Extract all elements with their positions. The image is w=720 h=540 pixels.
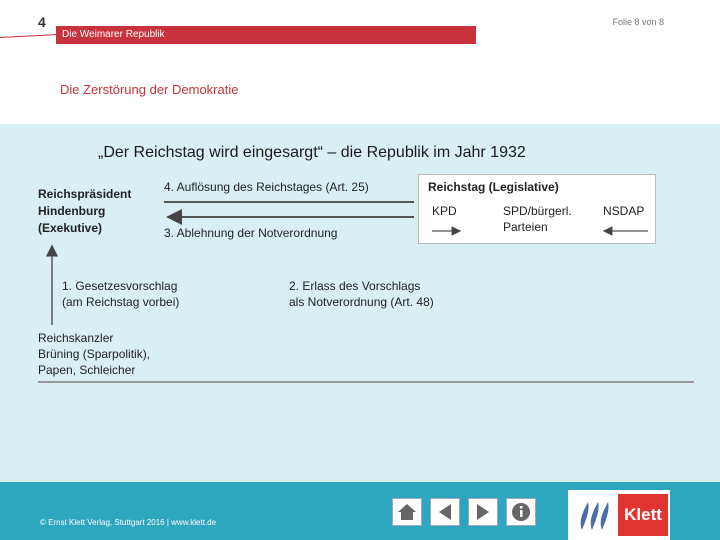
chancellor-title: Reichskanzler [38,331,114,345]
step1-line1: 1. Gesetzesvorschlag [62,279,178,293]
party-spd-line1: SPD/bürgerl. [503,204,572,218]
arrow-bottom-label: 3. Ablehnung der Notverordnung [164,226,338,240]
step1-line2: (am Reichstag vorbei) [62,295,180,309]
president-title: Reichspräsident [38,187,132,201]
header-rule [0,34,58,38]
chapter-number: 4 [38,14,46,30]
forward-icon [473,502,493,522]
chancellor-line2: Papen, Schleicher [38,363,136,377]
arrow-top-label: 4. Auflösung des Reichstages (Art. 25) [164,180,369,194]
president-role: (Exekutive) [38,221,103,235]
section-title: Die Weimarer Republik [62,29,165,40]
diagram-area [0,124,720,482]
home-button[interactable] [392,498,422,526]
step2-line1: 2. Erlass des Vorschlags [289,279,421,293]
klett-wordmark: Klett [618,494,668,536]
klett-logo [568,490,670,540]
back-icon [435,502,455,522]
party-nsdap: NSDAP [603,204,645,218]
step2-line2: als Notverordnung (Art. 48) [289,295,434,309]
home-icon [396,502,418,522]
info-button[interactable] [506,498,536,526]
diagram-divider [38,381,694,383]
diagram-arrows [0,124,720,482]
klett-emblem-icon [574,498,614,534]
forward-button[interactable] [468,498,498,526]
section-title-bar [56,26,476,44]
party-spd-line2: Parteien [503,220,548,234]
party-kpd: KPD [432,204,457,218]
footer [0,482,720,540]
info-icon [510,501,532,523]
slide-counter: Folie 8 von 8 [612,17,664,27]
president-name: Hindenburg [38,204,106,218]
diagram-heading: „Der Reichstag wird eingesargt“ – die Republik im Jahr 1932 [98,144,526,161]
back-button[interactable] [430,498,460,526]
reichstag-title: Reichstag (Legislative) [428,180,559,194]
copyright: © Ernst Klett Verlag, Stuttgart 2016 | www.klett.de [40,518,217,527]
slide-subtitle: Die Zerstörung der Demokratie [60,82,239,97]
chancellor-line1: Brüning (Sparpolitik), [38,347,151,361]
